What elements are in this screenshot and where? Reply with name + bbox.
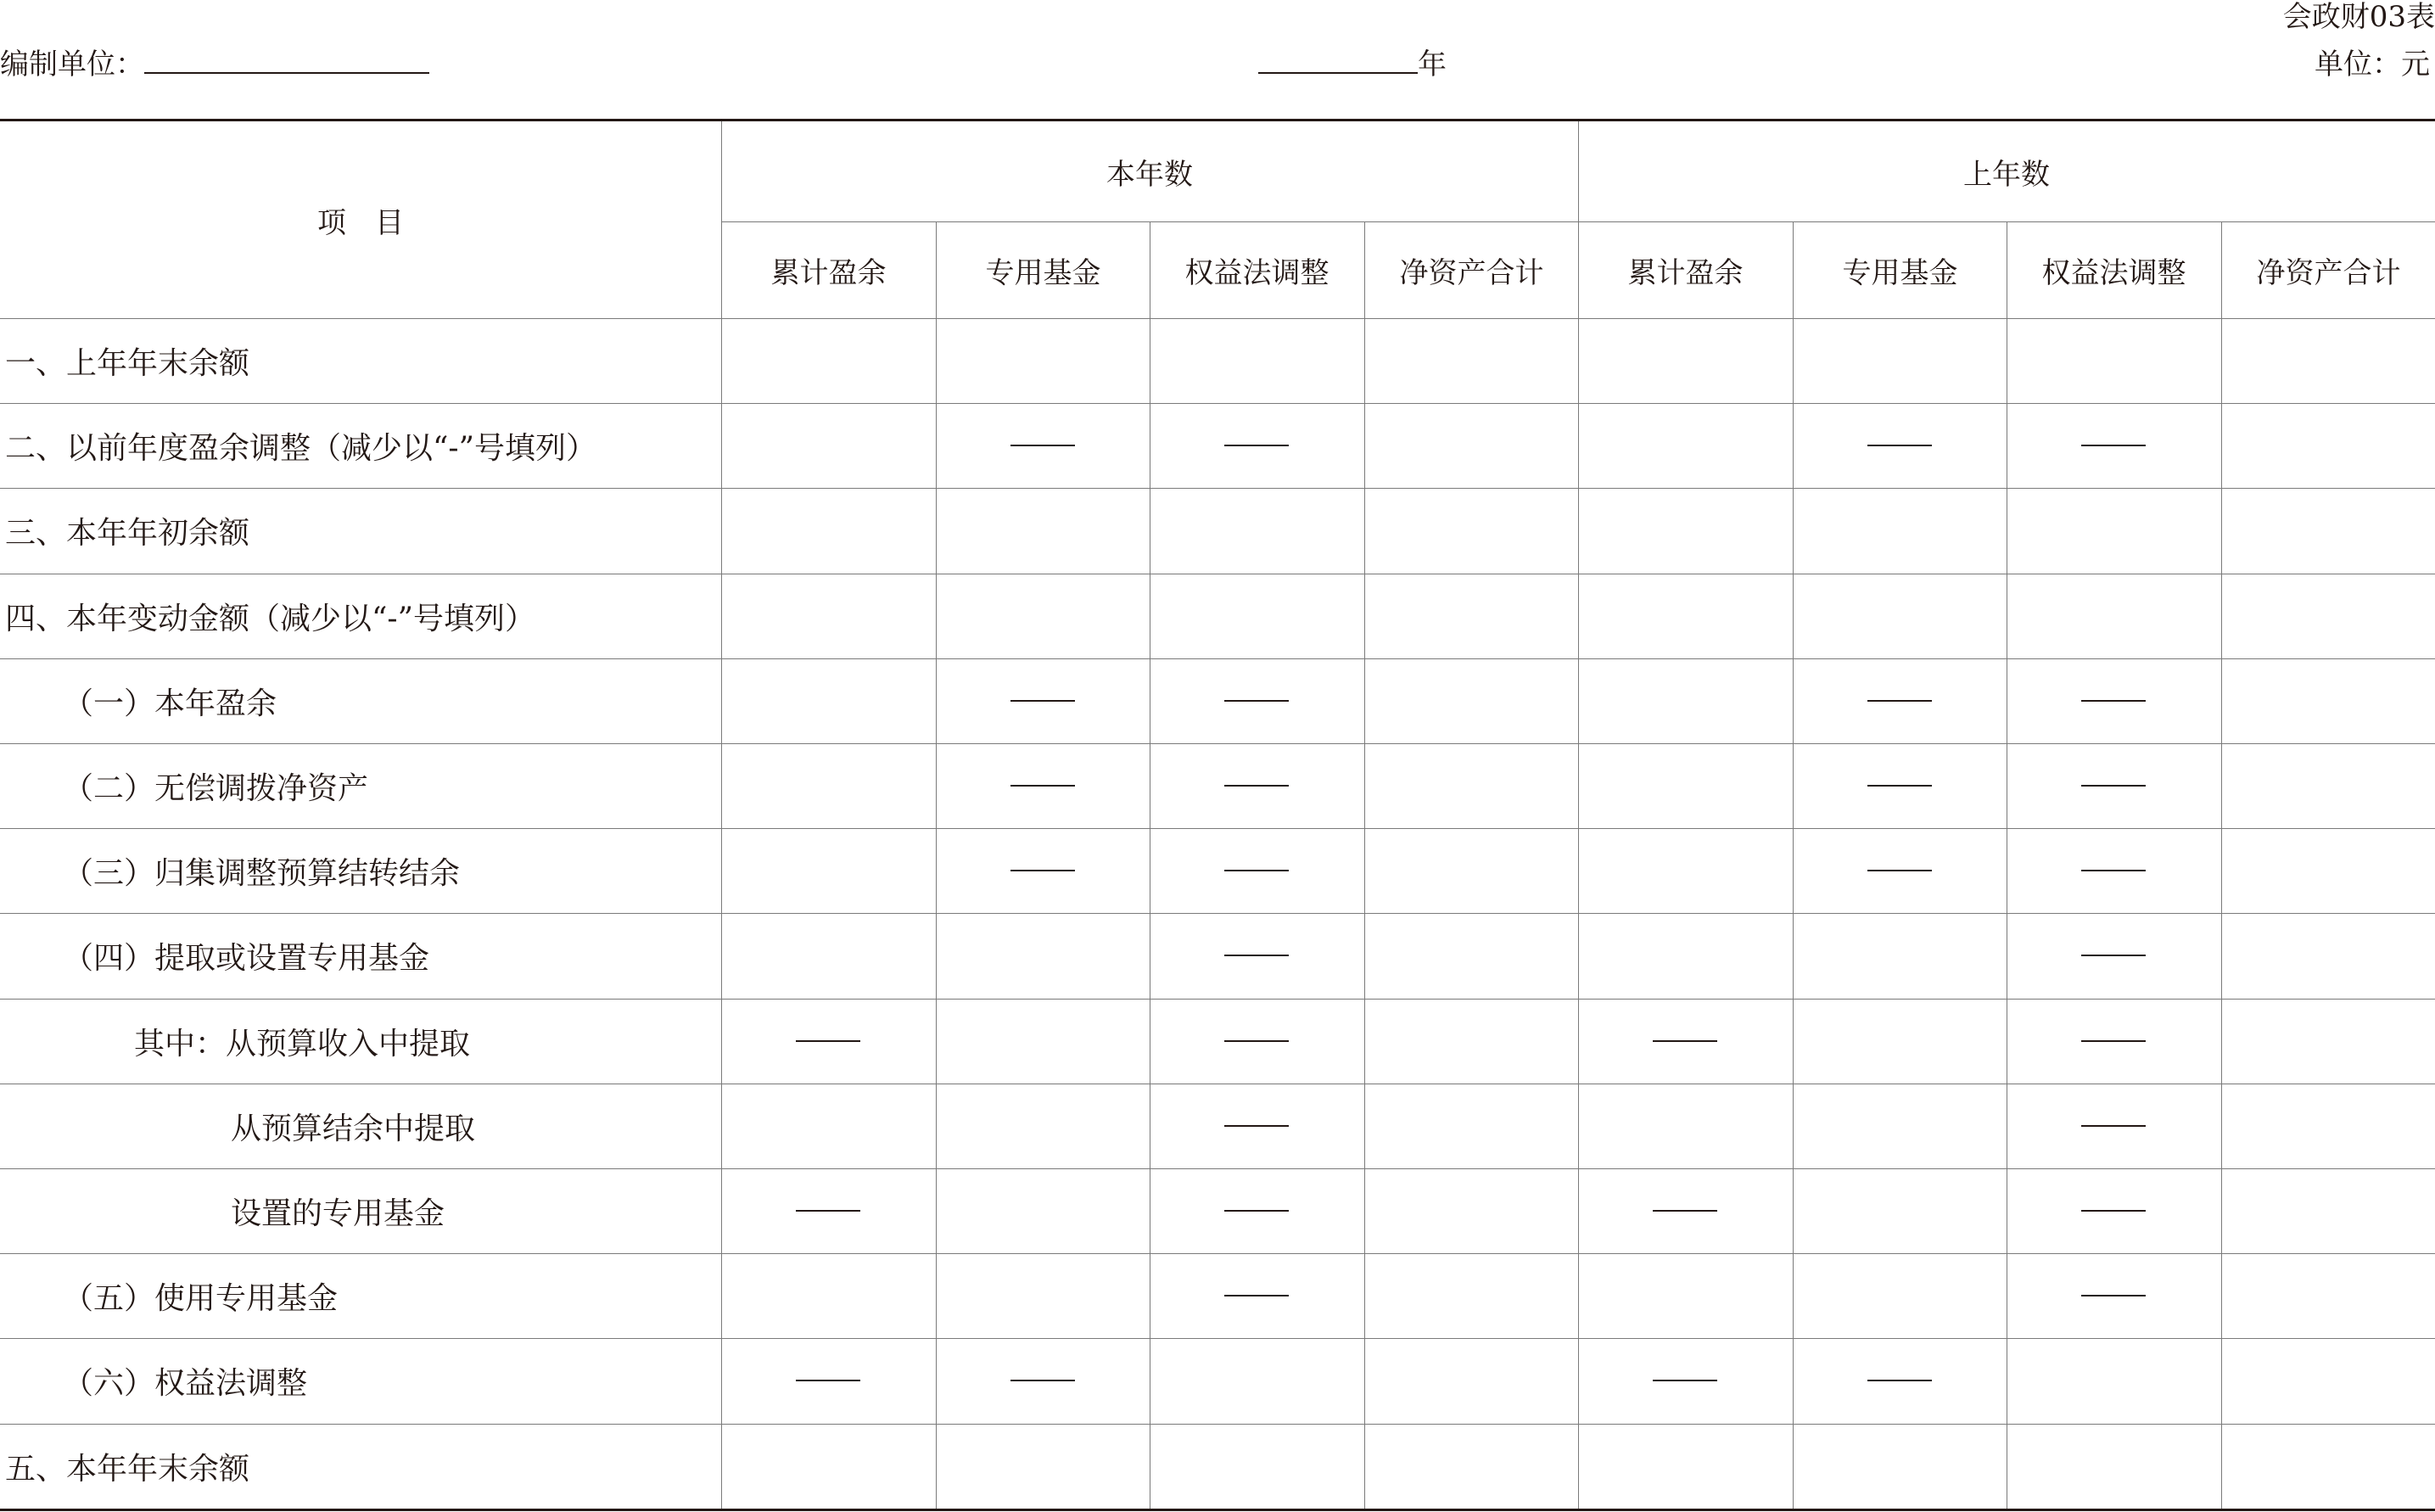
row-label: （四）提取或设置专用基金 (63, 940, 430, 976)
row-label: （二）无偿调拨净资产 (63, 770, 369, 806)
not-applicable-dash (1010, 445, 1075, 446)
item-header: 项 目 (317, 205, 404, 240)
not-applicable-dash (1867, 445, 1932, 446)
grid-hline (0, 1253, 2435, 1254)
grid-hline (0, 488, 2435, 489)
not-applicable-dash (2081, 955, 2146, 956)
grid-vline (2221, 221, 2222, 1509)
not-applicable-dash (1867, 1380, 1932, 1381)
not-applicable-dash (1224, 1040, 1289, 1042)
table-bottom-rule (0, 1509, 2435, 1511)
not-applicable-dash (1224, 445, 1289, 446)
not-applicable-dash (1224, 1125, 1289, 1127)
row-label: （三）归集调整预算结转结余 (63, 855, 461, 891)
reporting-unit-label: 编制单位： (0, 48, 144, 81)
row-label: （六）权益法调整 (63, 1365, 308, 1401)
currency-unit: 单位：元 (2315, 48, 2430, 81)
not-applicable-dash (1653, 1210, 1717, 1212)
not-applicable-dash (2081, 1295, 2146, 1296)
not-applicable-dash (2081, 1125, 2146, 1127)
not-applicable-dash (796, 1210, 860, 1212)
row-label: 从预算结余中提取 (231, 1111, 476, 1146)
grid-vline (721, 121, 722, 1509)
column-header: 权益法调整 (1184, 255, 1329, 290)
grid-vline (1364, 221, 1365, 1509)
not-applicable-dash (1653, 1380, 1717, 1381)
report-year-blank (1258, 50, 1418, 74)
column-header: 净资产合计 (2256, 255, 2401, 290)
not-applicable-dash (1010, 700, 1075, 702)
column-header: 净资产合计 (1399, 255, 1544, 290)
grid-vline (936, 221, 937, 1509)
report-year (1258, 48, 1447, 81)
row-label: （五）使用专用基金 (63, 1280, 339, 1316)
not-applicable-dash (2081, 445, 2146, 446)
column-header: 专用基金 (1842, 255, 1958, 290)
row-label: （一）本年盈余 (63, 686, 277, 721)
row-label: 其中：从预算收入中提取 (134, 1026, 471, 1061)
grid-vline (1793, 221, 1794, 1509)
not-applicable-dash (2081, 1040, 2146, 1042)
column-header: 累计盈余 (770, 255, 887, 290)
not-applicable-dash (1867, 700, 1932, 702)
not-applicable-dash (1010, 870, 1075, 871)
row-label: 一、上年年末余额 (5, 345, 250, 381)
not-applicable-dash (2081, 785, 2146, 787)
not-applicable-dash (796, 1040, 860, 1042)
grid-vline (1578, 121, 1579, 1509)
reporting-unit (0, 48, 429, 81)
not-applicable-dash (2081, 700, 2146, 702)
not-applicable-dash (1224, 955, 1289, 956)
not-applicable-dash (1867, 870, 1932, 871)
row-label: 三、本年年初余额 (5, 515, 250, 551)
not-applicable-dash (1224, 1210, 1289, 1212)
reporting-unit-blank (144, 50, 429, 74)
column-header: 累计盈余 (1627, 255, 1744, 290)
grid-hline (0, 318, 2435, 319)
not-applicable-dash (1224, 1295, 1289, 1296)
not-applicable-dash (1010, 1380, 1075, 1381)
grid-hline (0, 658, 2435, 659)
not-applicable-dash (2081, 1210, 2146, 1212)
form-code: 会政财03表 (2282, 0, 2435, 34)
row-label: 四、本年变动金额（减少以“-”号填列） (5, 601, 535, 636)
not-applicable-dash (1867, 785, 1932, 787)
grid-hline (0, 1338, 2435, 1339)
not-applicable-dash (1224, 700, 1289, 702)
column-header: 专用基金 (985, 255, 1101, 290)
row-label: 二、以前年度盈余调整（减少以“-”号填列） (5, 430, 596, 466)
row-label: 五、本年年末余额 (5, 1451, 250, 1487)
not-applicable-dash (2081, 870, 2146, 871)
grid-hline (0, 1424, 2435, 1425)
column-header: 权益法调整 (2041, 255, 2186, 290)
prior-year-header: 上年数 (1963, 157, 2050, 192)
report-year-suffix: 年 (1418, 48, 1447, 81)
net-assets-change-table (0, 121, 2435, 1509)
not-applicable-dash (796, 1380, 860, 1381)
not-applicable-dash (1653, 1040, 1717, 1042)
current-year-header: 本年数 (1106, 157, 1193, 192)
not-applicable-dash (1224, 785, 1289, 787)
row-label: 设置的专用基金 (231, 1196, 445, 1231)
not-applicable-dash (1224, 870, 1289, 871)
not-applicable-dash (1010, 785, 1075, 787)
